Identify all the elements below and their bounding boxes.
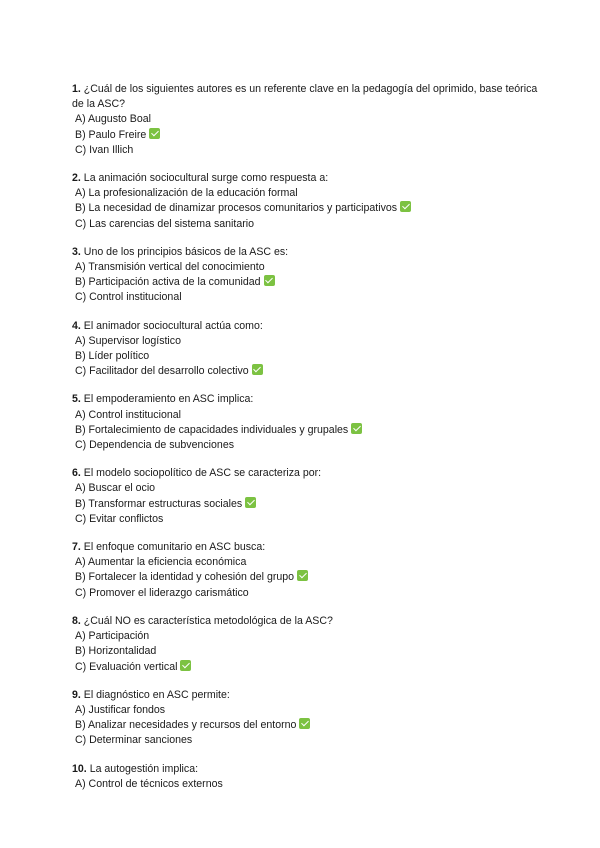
answer-option-label: C) Ivan Illich — [75, 143, 134, 156]
answer-option — [72, 660, 542, 675]
question-number: 1. — [72, 83, 81, 95]
answer-option-label: B) Analizar necesidades y recursos del entorno — [75, 719, 297, 732]
answer-option-label: A) La profesionalización de la educación formal — [75, 187, 298, 200]
answer-option-label: C) Control institucional — [75, 291, 182, 304]
answer-option-label: B) Transformar estructuras sociales — [75, 497, 243, 510]
question-number: 9. — [72, 688, 81, 701]
answer-option-label: A) Control de técnicos externos — [75, 777, 223, 790]
question-text — [72, 245, 542, 260]
question-text — [72, 688, 542, 703]
answer-option — [72, 217, 542, 232]
question-number: 6. — [72, 467, 81, 480]
question-text — [72, 319, 542, 334]
answer-option — [72, 644, 542, 659]
question-number: 5. — [72, 393, 81, 406]
answer-option-label: B) Paulo Freire — [75, 128, 147, 141]
answer-option-label: A) Control institucional — [75, 408, 181, 421]
check-mark-icon — [297, 570, 308, 581]
question-block — [72, 466, 542, 527]
answer-option — [72, 112, 542, 127]
question-prompt: ¿Cuál NO es característica metodológica de la ASC? — [83, 614, 333, 627]
question-block — [72, 319, 542, 380]
question-block — [72, 540, 542, 601]
answer-option — [72, 201, 542, 216]
check-mark-icon — [180, 660, 191, 671]
question-text — [72, 82, 542, 112]
answer-option-label: C) Determinar sanciones — [75, 734, 193, 747]
answer-option — [72, 290, 542, 305]
answer-option — [72, 777, 542, 792]
answer-option-label: B) Fortalecimiento de capacidades individuales y grupales — [75, 423, 349, 436]
question-block — [72, 82, 542, 158]
answer-option-label: C) Las carencias del sistema sanitario — [75, 217, 254, 230]
question-prompt: El modelo sociopolítico de ASC se caracteriza por: — [83, 467, 322, 480]
answer-option — [72, 260, 542, 275]
answer-option — [72, 497, 542, 512]
answer-option-label: B) Fortalecer la identidad y cohesión del grupo — [75, 571, 295, 584]
answer-option — [72, 570, 542, 585]
answer-option-label: C) Facilitador del desarrollo colectivo — [75, 365, 249, 378]
question-text — [72, 540, 542, 555]
question-block — [72, 171, 542, 232]
question-block — [72, 392, 542, 453]
check-mark-icon — [400, 201, 411, 212]
answer-option — [72, 586, 542, 601]
check-mark-icon — [149, 128, 160, 139]
question-prompt: El diagnóstico en ASC permite: — [83, 688, 230, 701]
answer-option-label: A) Supervisor logístico — [75, 334, 181, 347]
answer-option — [72, 334, 542, 349]
question-block — [72, 245, 542, 306]
answer-option-label: B) Líder político — [75, 350, 150, 363]
answer-option — [72, 718, 542, 733]
answer-option — [72, 481, 542, 496]
check-mark-icon — [245, 497, 256, 508]
answer-option-label: A) Justificar fondos — [75, 703, 166, 716]
question-prompt: El animador sociocultural actúa como: — [83, 319, 263, 332]
check-mark-icon — [351, 423, 362, 434]
answer-option-label: C) Evaluación vertical — [75, 660, 178, 673]
quiz-list — [72, 82, 542, 805]
question-block — [72, 614, 542, 675]
question-text — [72, 171, 542, 186]
answer-option-label: A) Augusto Boal — [75, 113, 151, 126]
answer-option-label: B) Participación activa de la comunidad — [75, 276, 261, 289]
question-number: 2. — [72, 172, 81, 185]
answer-option — [72, 143, 542, 158]
question-number: 3. — [72, 245, 81, 258]
answer-option-label: A) Transmisión vertical del conocimiento — [75, 261, 265, 274]
check-mark-icon — [252, 364, 263, 375]
answer-option — [72, 703, 542, 718]
answer-option-label: B) La necesidad de dinamizar procesos comunitarios y participativos — [75, 202, 398, 215]
question-text — [72, 614, 542, 629]
check-mark-icon — [264, 275, 275, 286]
answer-option-label: A) Participación — [75, 630, 150, 643]
answer-option-label: A) Buscar el ocio — [75, 482, 156, 495]
answer-option — [72, 733, 542, 748]
answer-option — [72, 629, 542, 644]
answer-option — [72, 275, 542, 290]
answer-option-label: C) Evitar conflictos — [75, 512, 164, 525]
answer-option — [72, 512, 542, 527]
question-text — [72, 466, 542, 481]
question-text — [72, 762, 542, 777]
answer-option — [72, 408, 542, 423]
answer-option-label: C) Dependencia de subvenciones — [75, 439, 235, 452]
question-number: 8. — [72, 614, 81, 627]
answer-option — [72, 555, 542, 570]
question-prompt: El enfoque comunitario en ASC busca: — [83, 541, 266, 554]
question-number: 7. — [72, 541, 81, 554]
check-mark-icon — [299, 718, 310, 729]
answer-option — [72, 128, 542, 143]
question-block — [72, 688, 542, 749]
question-block — [72, 762, 542, 792]
answer-option-label: C) Promover el liderazgo carismático — [75, 586, 249, 599]
question-prompt: ¿Cuál de los siguientes autores es un referente clave en la pedagogía del oprimido, base teórica de la ASC? — [72, 83, 538, 111]
question-number: 4. — [72, 319, 81, 332]
question-prompt: El empoderamiento en ASC implica: — [83, 393, 254, 406]
answer-option-label: A) Aumentar la eficiencia económica — [75, 556, 247, 569]
answer-option — [72, 349, 542, 364]
question-prompt: La autogestión implica: — [89, 762, 199, 775]
answer-option — [72, 364, 542, 379]
question-text — [72, 392, 542, 407]
answer-option — [72, 423, 542, 438]
answer-option — [72, 438, 542, 453]
question-prompt: Uno de los principios básicos de la ASC es: — [83, 245, 289, 258]
question-prompt: La animación sociocultural surge como respuesta a: — [83, 172, 329, 185]
answer-option-label: B) Horizontalidad — [75, 645, 157, 658]
answer-option — [72, 186, 542, 201]
question-number: 10. — [72, 762, 87, 775]
